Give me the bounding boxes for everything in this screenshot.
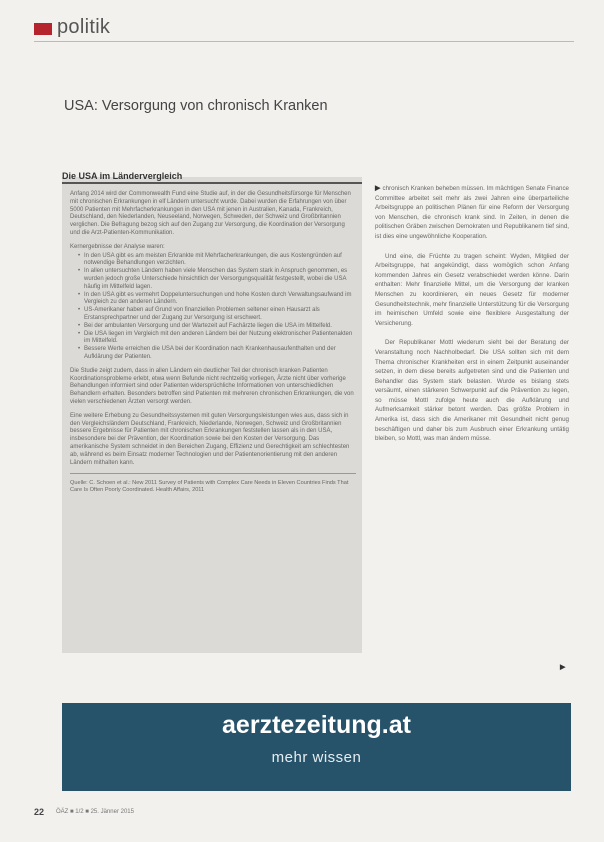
list-item: • In allen untersuchten Ländern haben viele Menschen das System stark in Anspruch genommen, es wurden jedoch große Unterschiede hinsichtlich der Versorgungsqualität festgestellt, wobei die USA häufig im Mittelfeld lagen. [78, 268, 356, 291]
ad-title: aerztezeitung.at [222, 711, 411, 739]
info-box-content [70, 191, 356, 500]
footnote-rule [70, 473, 356, 474]
ad-banner[interactable] [62, 703, 571, 791]
list-item: • Bessere Werte erreichen die USA bei der Koordination nach Krankenhausaufenthalten und der Aufklärung der Patienten. [78, 346, 356, 362]
list-item: • US-Amerikaner haben auf Grund von finanziellen Problemen seltener einen Hausarzt als Erstansprechpartner und der Zugang zur Versorgung ist erschwert. [78, 307, 356, 323]
box-paragraph-3: Eine weitere Erhebung zu Gesundheitssystemen mit guten Versorgungsleistungen wies aus, dass sich in den Vergleichsländern Deutschland, Frankreich, Niederlande, Norwegen, Schweiz und Großbritannien bessere Ergebnisse für Patienten mit chronischen Erkrankungen feststellen lassen als in den USA, insbesondere bei der Prävention, der Koordination sowie bei den Kosten der Versorgung. Das amerikanische System schneidet in den Bereichen Zugang, Effizienz und Gerechtigkeit am schlechtesten ab, während es beim Einsatz moderner Technologien und der Patientenorientierung mit den anderen Ländern mithalten kann. [70, 412, 350, 466]
section-color-bar [34, 23, 52, 35]
list-item: • In den USA gibt es vermehrt Doppeluntersuchungen und hohe Kosten durch Verwaltungsaufwand im Vergleich zu den anderen Ländern. [78, 292, 356, 308]
list-item: • Die USA liegen im Vergleich mit den anderen Ländern bei der Nutzung elektronischer Patientenakten im Mittelfeld. [78, 331, 356, 347]
list-item: • Bei der ambulanten Versorgung und der Wartezeit auf Fachärzte liegen die USA im Mittelfeld. [78, 323, 356, 331]
section-label: politik [57, 16, 111, 38]
page-number: 22 [34, 807, 45, 817]
box-footnote: Quelle: C. Schoen et al.: New 2011 Survey of Patients with Complex Care Needs in Eleven Countries Finds That Care Is Often Poorly Coordinated. Health Affairs, 2011 [70, 479, 349, 493]
article-title: USA: Versorgung von chronisch Kranken [64, 98, 328, 114]
header-rule [34, 41, 574, 42]
end-arrow-icon: ▶︎ [560, 664, 566, 671]
list-item: • In den USA gibt es am meisten Erkrankte mit Mehrfacherkrankungen, die aus Kostengründen auf notwendige Behandlungen verzichten. [78, 253, 356, 269]
right-paragraph-2: Und eine, die Früchte zu tragen scheint: Wyden, Mitglied der Arbeitsgruppe, hat angekündigt, dass womöglich schon Anfang kommenden Jahres ein Gesetz verabschiedet werden könne. Darin enthalten: Mehr finanzielle Mittel, um die Versorgung der kranken Menschen zu koordinieren, ein neues Gesetz für moderner Gesundheitstechnik, mehr finanzielle Unterstützung für die Versorgung im heimischen Umfeld sowie eine flexiblere Ausgestaltung der Versicherung. [375, 252, 569, 327]
info-box-heading: Die USA im Ländervergleich [62, 171, 183, 181]
issue-info: ÖÄZ ■ 1/2 ■ 25. Jänner 2015 [56, 809, 134, 815]
continuation-arrow-icon: ▶︎ [375, 185, 383, 192]
right-paragraph-3: Der Republikaner Mottl wiederum sieht bei der Beratung der Veranstaltung noch Nachholbedarf. Die USA sollten sich mit dem Thema chronischer Krankheiten erst in einem Zeitpunkt auseinander setzen, in dem diese bereits aufgetreten sind und die Patienten und Behandler das System stark belasten. Wurde es bislang stets versäumt, einen stärkeren Schwerpunkt auf die Prävention zu legen, so müsse Mottl zufolge heute auch die Aufklärung und Aufmerksamkeit stärker betont werden. Das größte Problem in Amerika ist, dass sich die Amerikaner mit Gesundheit nicht genug beschäftigen und daher bis zum Ausbruch einer Erkrankung untätig bleiben, so Mottl, was man ändern müsse. [375, 339, 569, 443]
right-column [375, 184, 569, 454]
ad-subtitle: mehr wissen [271, 749, 362, 766]
box-paragraph-2: Die Studie zeigt zudem, dass in allen Ländern ein deutlicher Teil der chronisch kranken Patienten Koordinationsprobleme erlebt, etwa wenn Befunde nicht rechtzeitig vorliegen, Ärzte nicht über vorherige Behandlungen informiert sind oder Patienten widersprüchliche Informationen von unterschiedlichen Behandlern erhalten. Besonders betroffen sind Patienten mit mehreren chronischen Erkrankungen, die von vielen verschiedenen Ärzten versorgt werden. [70, 367, 354, 405]
box-findings-intro: Kernergebnisse der Analyse waren: [70, 243, 165, 250]
info-box-rule [62, 182, 362, 184]
right-paragraph-1: ▶︎ chronisch Kranken beheben müssen. Im mächtigen Senate Finance Committee arbeitet seit mehr als zwei Jahren eine überparteiliche Arbeitsgruppe an politischen Plänen für eine Reform der Versorgung von Menschen, die chronisch krank sind. In Zeiten, in denen die politischen Gräben zwischen Demokraten und Republikanern tief sind, ist dies eine ungewöhnliche Kooperation. [375, 185, 569, 240]
findings-list [70, 253, 356, 362]
box-intro: Anfang 2014 wird der Commonwealth Fund eine Studie auf, in der die Gesundheitsfürsorge für Menschen mit chronischen Erkrankungen in elf Ländern untersucht wurde. Dabei wurden die Erfahrungen von über 5000 Patienten mit Mehrfacherkrankungen in den USA mit jenen in Australien, Kanada, Frankreich, Deutschland, den Niederlanden, Neuseeland, Norwegen, Schweden, der Schweiz und Großbritannien verglichen. Die Befragung bezog sich auf den Zugang zur Versorgung, die Koordination der Versorgung und die Arzt-Patienten-Kommunikation. [70, 191, 351, 236]
